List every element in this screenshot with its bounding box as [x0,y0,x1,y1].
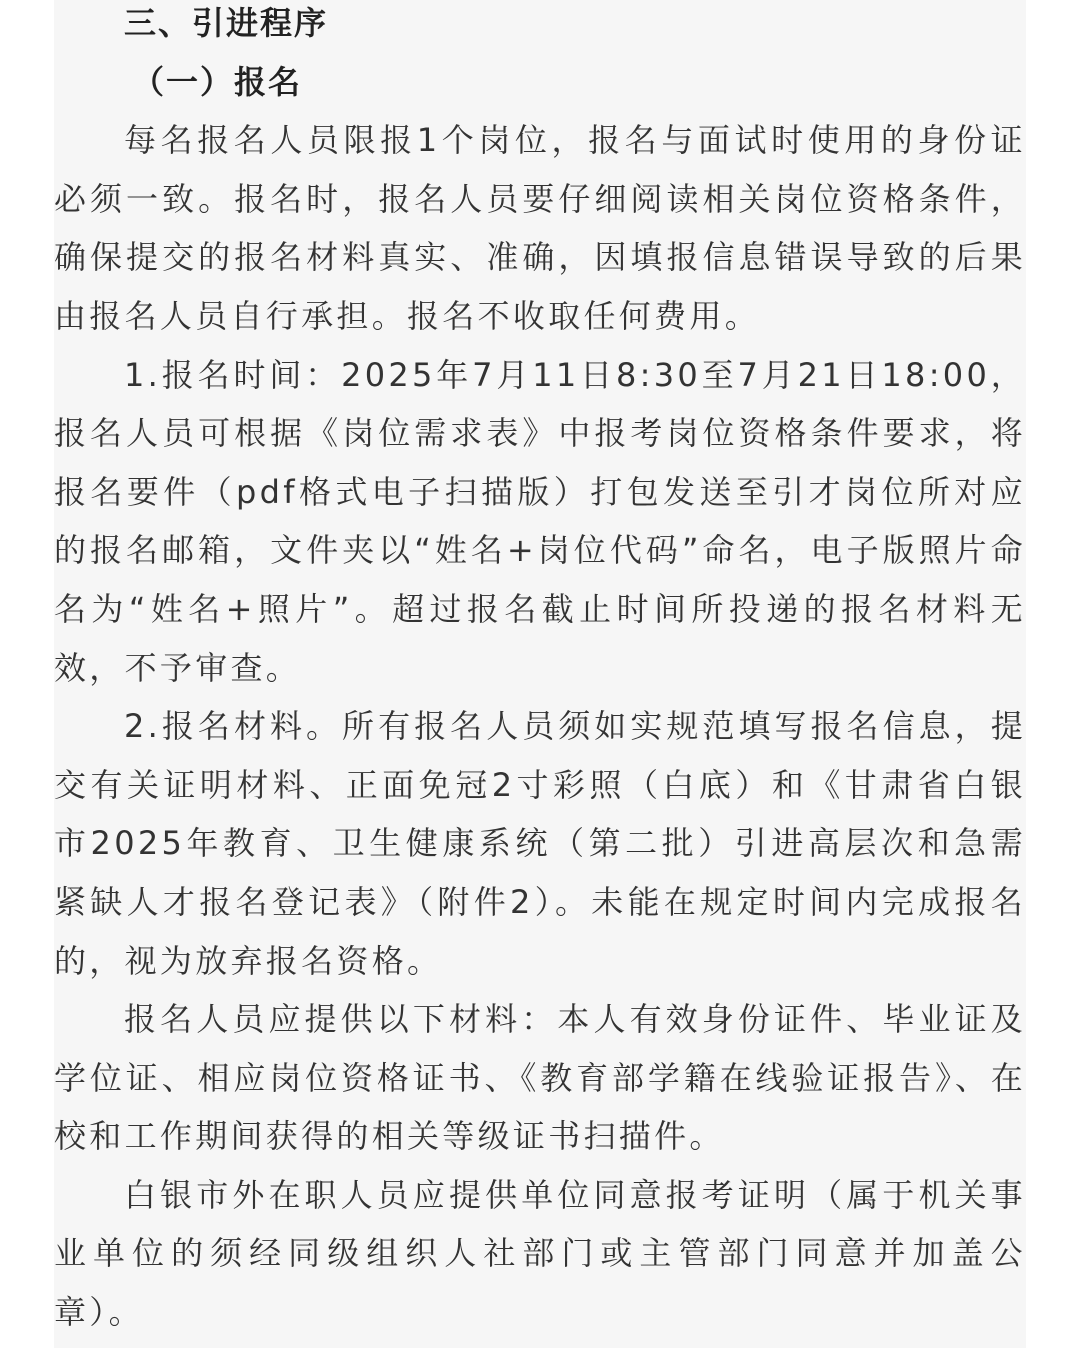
paragraph-registration-materials: 2.报名材料。所有报名人员须如实规范填写报名信息，提交有关证明材料、正面免冠2寸彩照（白底）和《甘肃省白银市2025年教育、卫生健康系统（第二批）引进高层次和急需紧缺人才报名登记表》（附件2）。未能在规定时间内完成报名的，视为放弃报名资格。 [54,707,1026,980]
subsection-heading: （一）报名 [132,62,303,101]
paragraph-employer-consent: 白银市外在职人员应提供单位同意报考证明（属于机关事业单位的须经同级组织人社部门或主管部门同意并加盖公章）。 [54,1175,1026,1332]
paragraph-required-documents: 报名人员应提供以下材料：本人有效身份证件、毕业证及学位证、相应岗位资格证书、《教育部学籍在线验证报告》、在校和工作期间获得的相关等级证书扫描件。 [54,1000,1026,1156]
paragraph-registration-time: 1.报名时间：2025年7月11日8:30至7月21日18:00，报名人员可根据《岗位需求表》中报考岗位资格条件要求，将报名要件（pdf格式电子扫描版）打包发送至引才岗位所对应的报名邮箱，文件夹以“姓名+岗位代码”命名，电子版照片命名为“姓名+照片”。超过报名截止时间所投递的报名材料无效，不予审查。 [54,355,1026,687]
article-body [54,0,1026,1342]
section-heading: 三、引进程序 [124,4,329,42]
document-page [54,0,1026,1348]
paragraph-intro: 每名报名人员限报1个岗位，报名与面试时使用的身份证必须一致。报名时，报名人员要仔细阅读相关岗位资格条件，确保提交的报名材料真实、准确，因填报信息错误导致的后果由报名人员自行承担。报名不收取任何费用。 [54,121,1026,335]
